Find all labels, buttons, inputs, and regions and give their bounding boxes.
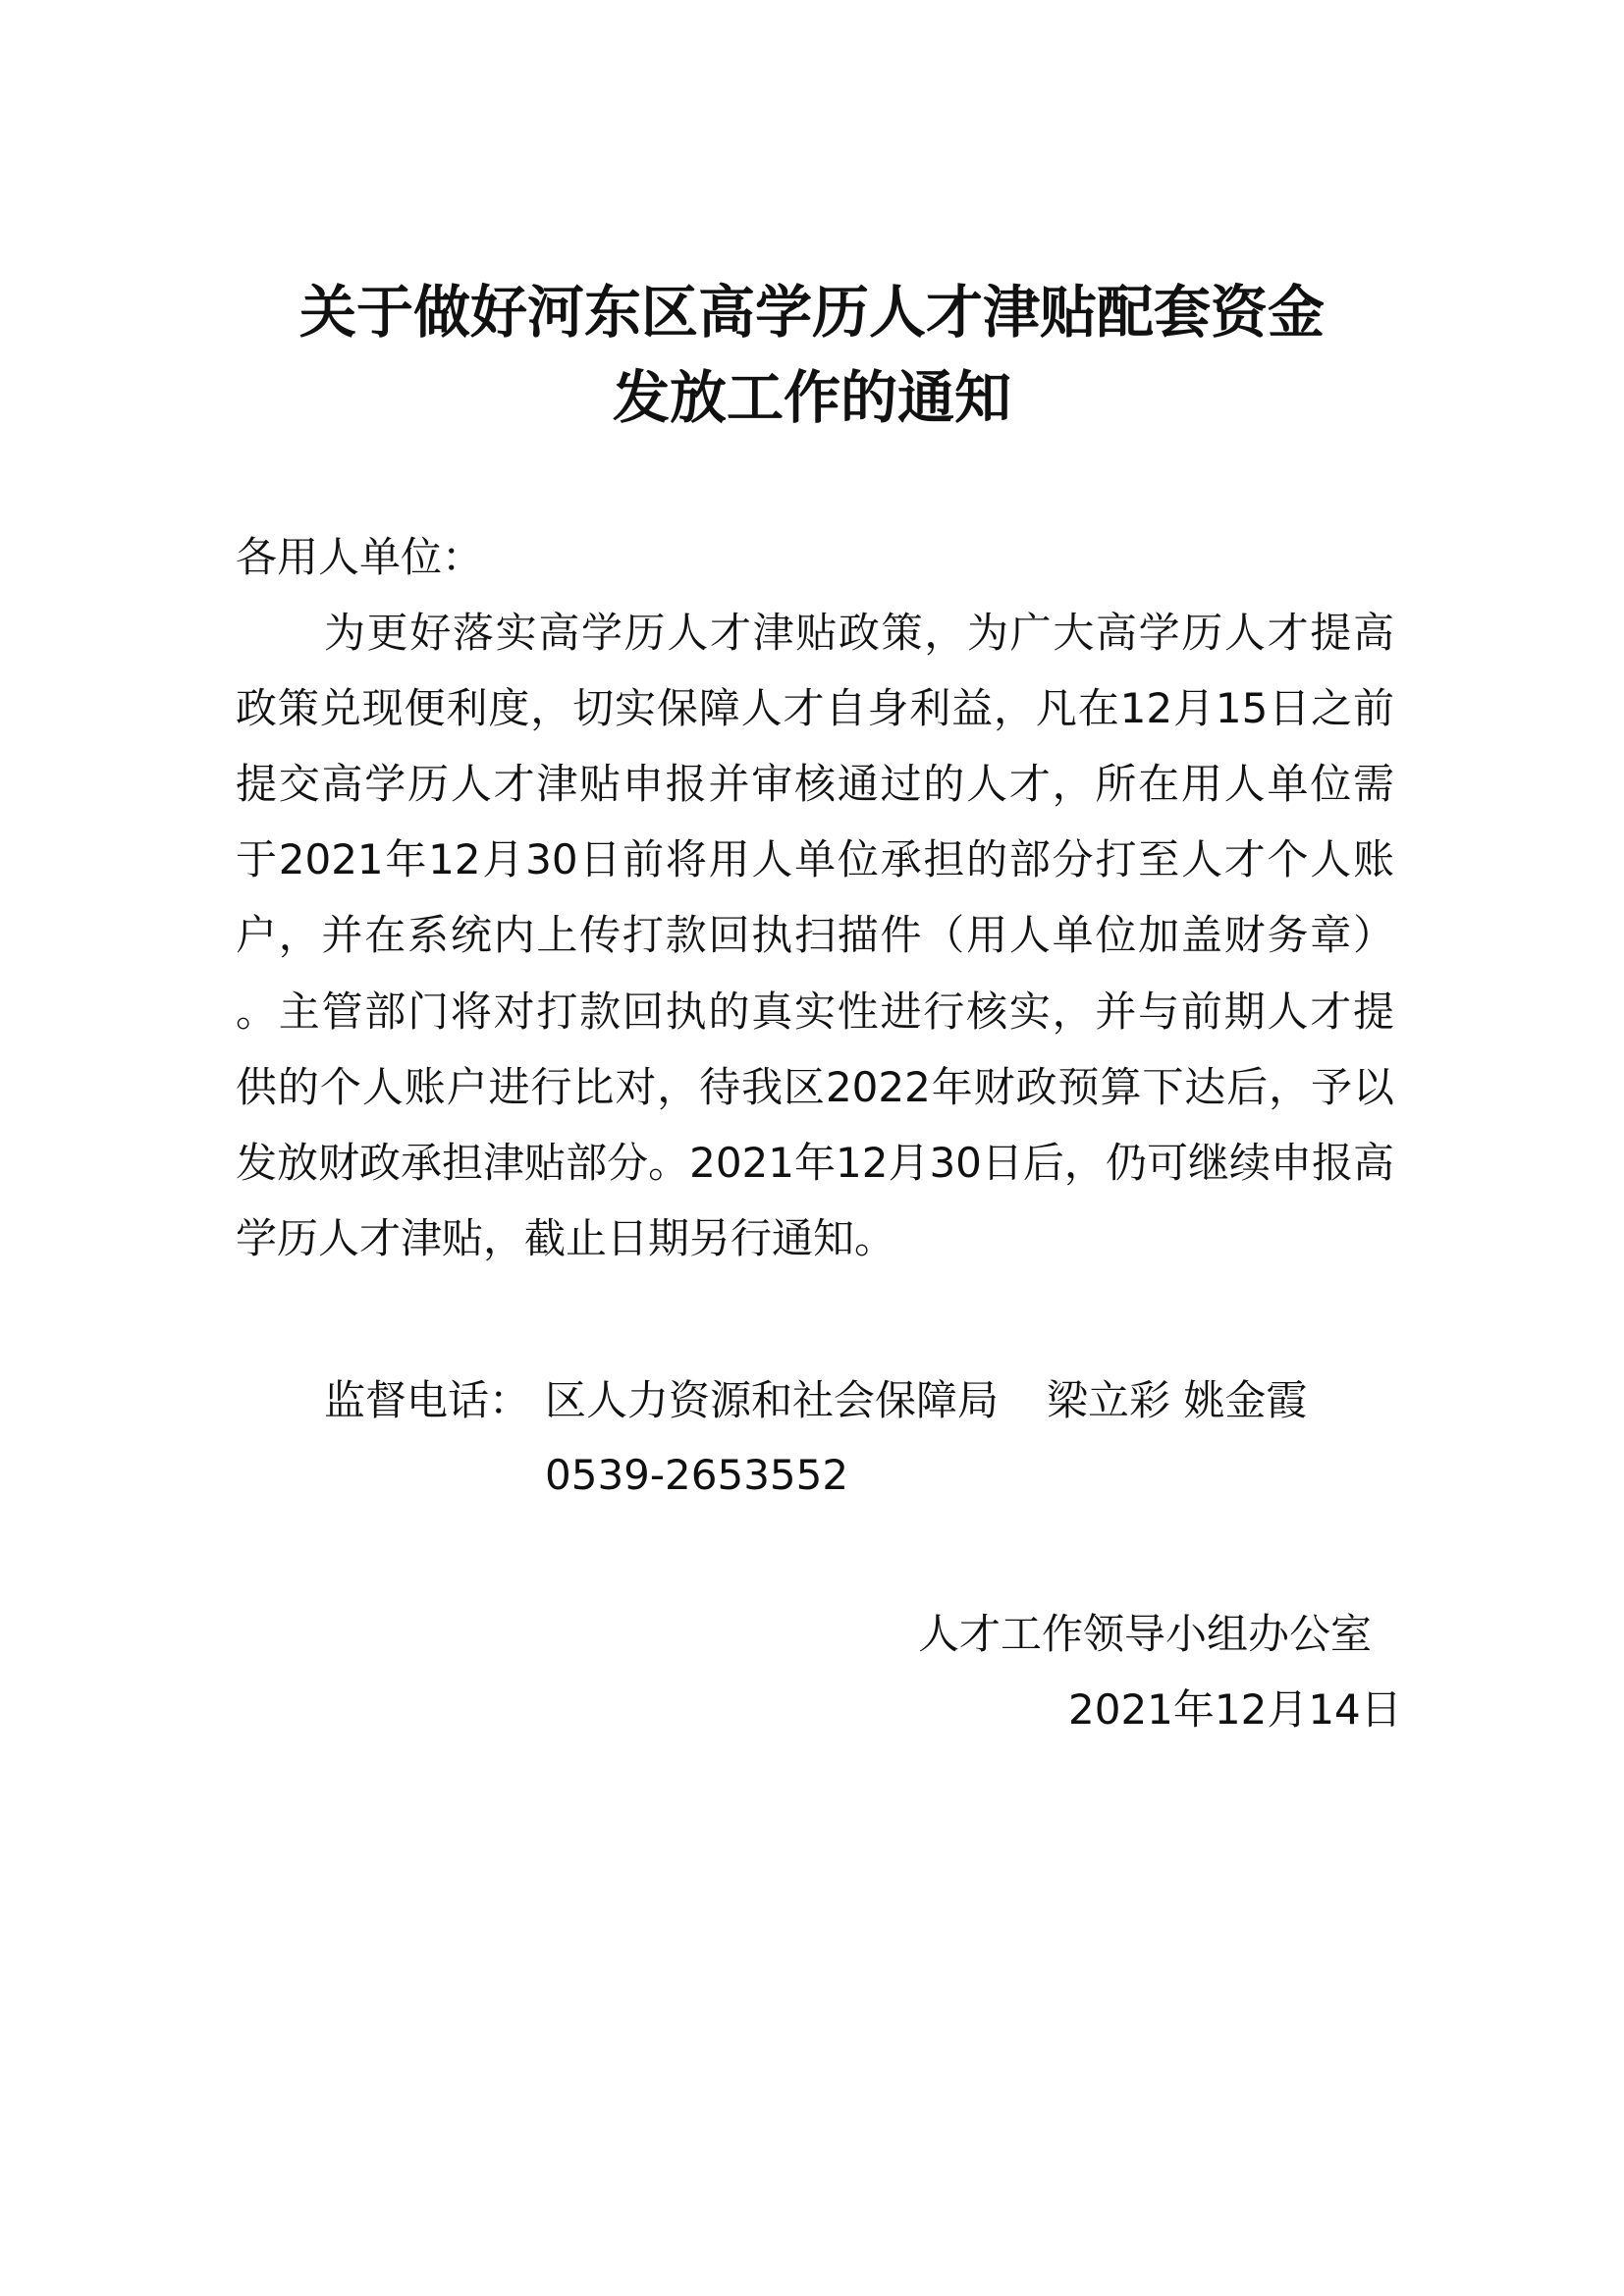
signature-date: 2021年12月14日	[1068, 1685, 1402, 1734]
body-paragraph-line: 提交高学历人才津贴申报并审核通过的人才，所在用人单位需	[236, 760, 1394, 808]
signature-office: 人才工作领导小组办公室	[918, 1610, 1373, 1658]
supervision-contacts: 梁立彩 姚金霞	[1047, 1376, 1308, 1424]
body-paragraph-line: 于2021年12月30日前将用人单位承担的部分打至人才个人账	[236, 835, 1394, 883]
salutation: 各用人单位：	[236, 533, 484, 581]
body-paragraph-line: 。主管部门将对打款回执的真实性进行核实，并与前期人才提	[236, 988, 1394, 1036]
body-paragraph-line: 政策兑现便利度，切实保障人才自身利益，凡在12月15日之前	[236, 684, 1394, 732]
body-paragraph-line: 供的个人账户进行比对，待我区2022年财政预算下达后，予以	[236, 1063, 1394, 1111]
body-paragraph-line: 发放财政承担津贴部分。2021年12月30日后，仍可继续申报高	[236, 1139, 1394, 1187]
supervision-phone: 0539-2653552	[545, 1451, 849, 1499]
body-paragraph-line: 户，并在系统内上传打款回执扫描件（用人单位加盖财务章）	[236, 911, 1394, 959]
body-paragraph-line: 为更好落实高学历人才津贴政策，为广大高学历人才提高	[324, 609, 1394, 657]
body-paragraph-line: 学历人才津贴，截止日期另行通知。	[236, 1214, 896, 1262]
supervision-label: 监督电话：	[324, 1376, 531, 1424]
document-title-line-1: 关于做好河东区高学历人才津贴配套资金	[298, 279, 1325, 346]
document-title-line-2: 发放工作的通知	[612, 364, 1011, 431]
supervision-department: 区人力资源和社会保障局	[545, 1376, 1000, 1424]
